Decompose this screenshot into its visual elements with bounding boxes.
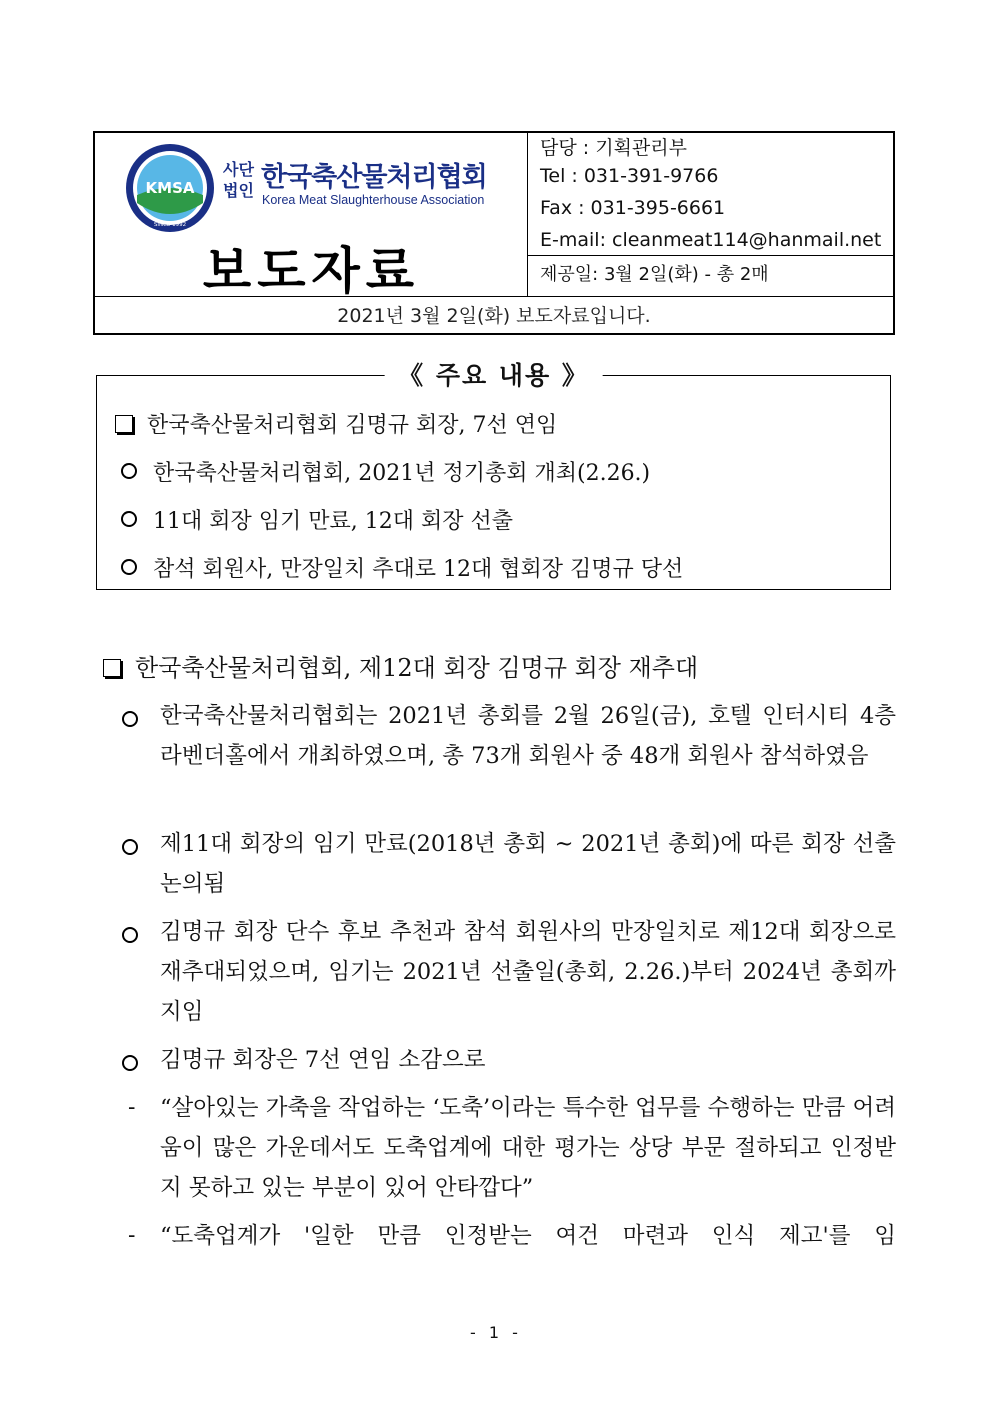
summary-point-text: 한국축산물처리협회, 2021년 정기총회 개최(2.26.)	[153, 461, 651, 486]
press-header	[93, 131, 895, 335]
body-heading	[103, 648, 698, 683]
summary-headline	[115, 408, 557, 439]
header-left-cell	[95, 133, 528, 300]
checkbox-square-icon	[115, 415, 133, 433]
dash-bullet-icon: -	[128, 1095, 136, 1120]
body-paragraph: 김명규 회장 단수 후보 추천과 참석 회원사의 만장일치로 제12대 회장으로 재추대되었으며, 임기는 2021년 선출일(총회, 2.26.)부터 2024년 총회까지임	[160, 919, 896, 1025]
body-paragraph: 제11대 회장의 임기 만료(2018년 총회 ~ 2021년 총회)에 따른 회장 선출 논의됨	[160, 831, 896, 897]
contact-email: E-mail: cleanmeat114@hanmail.net	[540, 229, 882, 251]
circle-bullet-icon	[122, 711, 138, 727]
summary-point-text: 참석 회원사, 만장일치 추대로 12대 협회장 김명규 당선	[153, 557, 684, 582]
summary-point-text: 11대 회장 임기 만료, 12대 회장 선출	[153, 509, 513, 534]
kmsa-logo	[125, 143, 215, 233]
summary-title: 《 주요 내용 》	[384, 356, 603, 392]
summary-point	[121, 456, 650, 487]
provide-date: 제공일: 3월 2일(화) - 총 2매	[528, 255, 893, 297]
contact-tel: Tel : 031-391-9766	[540, 165, 719, 187]
release-note: 2021년 3월 2일(화) 보도자료입니다.	[95, 296, 893, 333]
body-paragraph: 김명규 회장은 7선 연임 소감으로	[160, 1047, 486, 1073]
dash-bullet-icon: -	[128, 1223, 136, 1248]
org-kind-label: 사단법인	[223, 160, 254, 200]
summary-box	[96, 361, 891, 590]
contact-fax: Fax : 031-395-6661	[540, 197, 726, 219]
circle-bullet-icon	[122, 839, 138, 855]
summary-headline-text: 한국축산물처리협회 김명규 회장, 7선 연임	[147, 413, 558, 438]
circle-bullet-icon	[121, 511, 137, 527]
circle-bullet-icon	[122, 927, 138, 943]
header-contact-cell	[528, 133, 893, 296]
contact-dept: 담당 : 기획관리부	[540, 137, 687, 159]
body-paragraph: 한국축산물처리협회는 2021년 총회를 2월 26일(금), 호텔 인터시티 4층 라벤더홀에서 개최하였으며, 총 73개 회원사 중 48개 회원사 참석하였음	[160, 703, 896, 769]
circle-bullet-icon	[121, 463, 137, 479]
document-title: 보도자료	[202, 242, 421, 300]
body-heading-text: 한국축산물처리협회, 제12대 회장 김명규 회장 재추대	[135, 654, 699, 682]
org-name-english: Korea Meat Slaughterhouse Association	[262, 193, 485, 207]
page-number: - 1 -	[470, 1323, 522, 1342]
quote-paragraph: “도축업계가 '일한 만큼 인정받는 여건 마련과 인식 제고'를 임	[160, 1223, 896, 1249]
logo-since: SINCE 1992	[153, 222, 187, 228]
quote-paragraph: “살아있는 가축을 작업하는 ‘도축’이라는 특수한 업무를 수행하는 만큼 어려움이 많은 가운데서도 도축업계에 대한 평가는 상당 부문 절하되고 인정받지 못하고 있는 부분이 있어 안타깝다”	[160, 1095, 896, 1201]
org-name-korean: 한국축산물처리협회	[261, 162, 487, 193]
summary-point	[121, 504, 513, 535]
circle-bullet-icon	[122, 1055, 138, 1071]
circle-bullet-icon	[121, 559, 137, 575]
checkbox-square-icon	[103, 659, 121, 677]
summary-point	[121, 552, 683, 583]
logo-text: KMSA	[145, 179, 195, 197]
